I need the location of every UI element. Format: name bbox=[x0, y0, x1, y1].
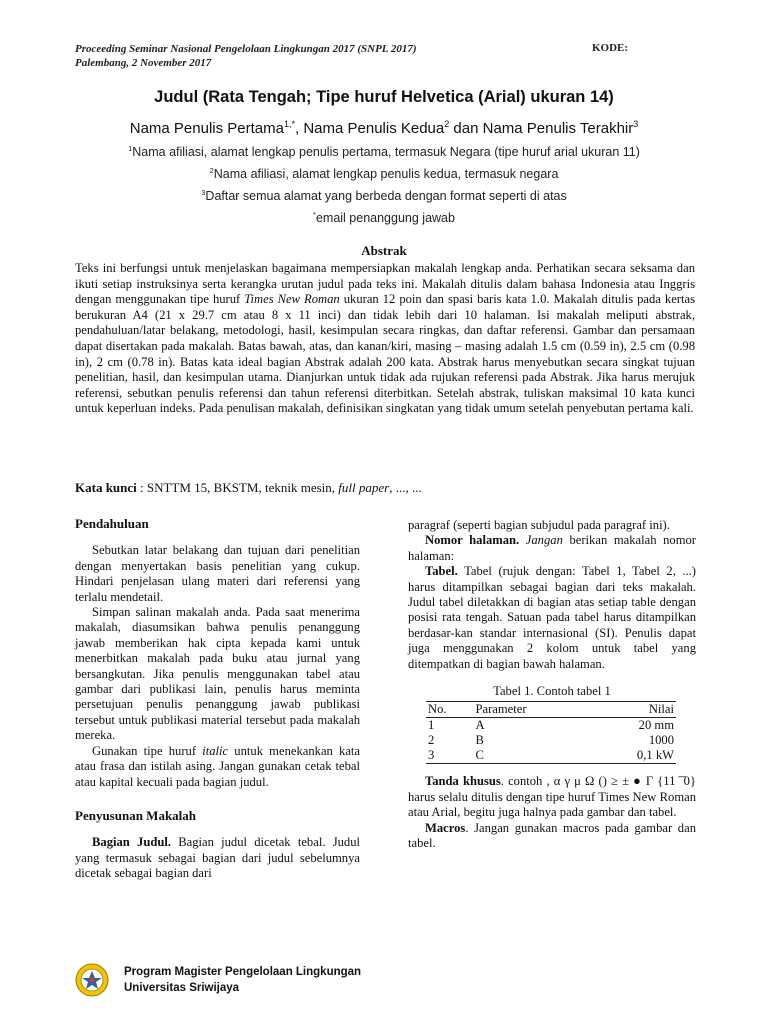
author-2: , Nama Penulis Kedua bbox=[294, 120, 445, 137]
paper-title: Judul (Rata Tengah; Tipe huruf Helvetica (Arial) ukuran 14) bbox=[154, 88, 614, 106]
affiliation-3-text: Daftar semua alamat yang berbeda dengan format seperti di atas bbox=[205, 189, 567, 203]
abstract-text-2: ukuran 12 poin dan spasi baris kata 1.0. Makalah ditulis pada kertas berukuran A4 (21 x 29.7 cm atau 8 x 11 inci) dan tidak lebih dari 10 halaman. Isi makalah meliputi abstrak, pendahuluan/latar belakang, metodologi, hasil, kesimpulan secara ringkas, dan daftar referensi. Gambar dan persamaan dapat disertakan pada makalah. Batas bawah, atas, dan kanan/kiri, masing – masing adalah 1.5 cm (0.59 in), 2.5 cm (0.98 in), 2 cm (0.78 in). Batas kata ideal bagian Abstrak adalah 200 kata. Abstrak harus menyebutkan secara singkat tujuan penelitian, hasil, dan kesimpulan utama. Dianjurkan untuk tidak ada rujukan referensi pada Abstrak. Jika harus merujuk referensi, sebutkan penulis referensi dan tahun referensi diterbitkan. Setelah abstrak, tuliskan maksimal 10 kata kunci untuk keperluan indeks. Pada penulisan makalah, definisikan singkatan yang tidak umum setelah penyebutan pertama kali. bbox=[75, 292, 695, 416]
university-logo-icon bbox=[75, 963, 109, 997]
email-sup: * bbox=[313, 209, 316, 219]
author-line bbox=[0, 120, 768, 137]
paragraph bbox=[408, 774, 696, 820]
abstract-italic: Times New Roman bbox=[244, 292, 340, 307]
italic-word: italic bbox=[202, 743, 229, 758]
paragraph bbox=[75, 835, 360, 881]
abstract-body bbox=[75, 261, 695, 417]
affiliation-1-text: Nama afiliasi, alamat lengkap penulis pertama, termasuk Negara (tipe huruf arial ukuran 11) bbox=[132, 145, 640, 159]
footer-program: Program Magister Pengelolaan Lingkungan bbox=[124, 966, 362, 978]
paragraph-text: berikan makalah nomor halaman: bbox=[408, 533, 696, 563]
proceeding-date: Palembang, 2 November 2017 bbox=[75, 57, 212, 69]
run-in-heading: Bagian Judul. bbox=[92, 835, 171, 850]
affiliation-2-text: Nama afiliasi, alamat lengkap penulis kedua, termasuk negara bbox=[213, 167, 559, 181]
proceeding-title: Proceeding Seminar Nasional Pengelolaan Lingkungan 2017 (SNPL 2017) bbox=[75, 43, 417, 55]
section-heading-penyusunan: Penyusunan Makalah bbox=[75, 807, 197, 823]
kode-label: KODE: bbox=[592, 42, 629, 54]
table-cell: 2 bbox=[428, 733, 435, 748]
email-line bbox=[0, 211, 768, 225]
table-cell: 20 mm bbox=[638, 718, 674, 733]
page-footer bbox=[75, 958, 395, 998]
affiliation-1-sup: 1 bbox=[128, 143, 133, 153]
paragraph: Simpan salinan makalah anda. Pada saat menerima makalah, diasumsikan bahwa penulis penanggung jawab memberikan hak cipta kepada kami untuk menerbitkan makalah pada buku atau jurnal yang bersangkutan. Jika penulis menggunakan tabel atau gambar dari publikasi lain, penulis harus meminta persetujuan penulis penanggung jawab publikasi tersebut untuk publikasi material tersebut pada makalah mereka. bbox=[75, 605, 360, 743]
affiliation-3-sup: 3 bbox=[201, 187, 206, 197]
paragraph bbox=[408, 533, 696, 564]
keywords-label: Kata kunci bbox=[75, 480, 137, 495]
table-cell: 1000 bbox=[648, 733, 674, 748]
author-1-sup: 1,* bbox=[283, 119, 295, 129]
table-cell: 1 bbox=[428, 718, 435, 733]
keywords bbox=[75, 480, 422, 496]
section-heading-pendahuluan: Pendahuluan bbox=[75, 516, 149, 531]
run-in-heading: Tanda khusus bbox=[425, 774, 501, 789]
table-row bbox=[426, 718, 676, 734]
run-in-heading: Tabel. bbox=[425, 564, 458, 579]
footer-text bbox=[124, 964, 361, 996]
paragraph-text: Gunakan tipe huruf bbox=[92, 743, 203, 758]
affiliation-1 bbox=[0, 145, 768, 159]
run-in-heading: Nomor halaman. bbox=[425, 533, 520, 548]
table-cell: 0,1 kW bbox=[589, 748, 676, 764]
table-row bbox=[426, 733, 676, 748]
paragraph bbox=[408, 564, 696, 672]
table-header: No. bbox=[426, 702, 473, 718]
paragraph-text: untuk menekankan kata atau frasa dan istilah asing. Jangan gunakan cetak tebal atau kapital kecuali pada bagian judul. bbox=[75, 743, 360, 789]
paragraph: Sebutkan latar belakang dan tujuan dari penelitian dengan menyertakan basis penelitian yang cukup. Hindari penjelasan ulang materi dari referensi yang terlalu mendetail. bbox=[75, 543, 360, 604]
author-3: dan Nama Penulis Terakhir bbox=[449, 120, 634, 137]
right-column bbox=[408, 518, 696, 852]
table-cell: C bbox=[473, 748, 589, 764]
italic-word: Jangan bbox=[519, 533, 563, 548]
table-header: Nilai bbox=[589, 702, 676, 718]
table-cell: A bbox=[475, 718, 485, 733]
keywords-tail: , ..., ... bbox=[389, 480, 422, 495]
paragraph-text: . contoh , α γ μ Ω () ≥ ± ● Γ {11 ͞ 0} harus selalu ditulis dengan tipe huruf Times New Roman atau Arial, begitu juga halnya pada gambar dan tabel. bbox=[408, 774, 696, 820]
table-cell: B bbox=[475, 733, 484, 748]
left-column bbox=[75, 516, 360, 882]
affiliation-2 bbox=[0, 167, 768, 181]
paragraph-text: Tabel (rujuk dengan: Tabel 1, Tabel 2, ...) harus ditampilkan sebagai bagian dari teks makalah. Judul tabel diletakkan di bagian atas setiap table dengan posisi rata tengah. Satuan pada tabel harus ditampilkan berdasar-kan standar internasional (SI). Penulis dapat juga menggunakan 2 kolom untuk tabel yang ditempatkan di bagian bawah halaman. bbox=[408, 564, 696, 671]
keywords-text: : SNTTM 15, BKSTM, teknik mesin, bbox=[136, 480, 339, 495]
paragraph bbox=[75, 744, 360, 790]
proceeding-header bbox=[75, 42, 417, 70]
table-row bbox=[426, 748, 676, 764]
author-1: Nama Penulis Pertama bbox=[129, 120, 284, 137]
table-caption: Tabel 1. Contoh tabel 1 bbox=[493, 684, 611, 699]
paragraph: paragraf (seperti bagian subjudul pada paragraf ini). bbox=[408, 518, 670, 532]
abstract-heading: Abstrak bbox=[361, 243, 407, 258]
run-in-heading: Macros bbox=[425, 820, 466, 835]
keywords-italic: full paper bbox=[338, 480, 390, 495]
table-cell: 3 bbox=[426, 748, 473, 764]
paragraph-text: Bagian judul dicetak tebal. Judul yang termasuk sebagai bagian dari judul sebelumnya dicetak sebagai bagian dari bbox=[75, 835, 360, 881]
paragraph bbox=[408, 821, 696, 852]
author-2-sup: 2 bbox=[444, 119, 450, 129]
affiliation-2-sup: 2 bbox=[209, 165, 214, 175]
example-table bbox=[426, 701, 676, 764]
abstract-text-1: Teks ini berfungsi untuk menjelaskan bagaimana mempersiapkan makalah lengkap anda. Perhatikan secara seksama dan ikuti setiap instruksinya serta kerangka urutan judul pada teks ini. Makalah ditulis dalam bahasa Indonesia atau Inggris dengan menggunakan tipe huruf bbox=[75, 261, 695, 307]
paragraph-text: . Jangan gunakan macros pada gambar dan tabel. bbox=[408, 820, 696, 851]
footer-university: Universitas Sriwijaya bbox=[124, 982, 240, 994]
author-3-sup: 3 bbox=[633, 119, 639, 129]
affiliation-3 bbox=[0, 189, 768, 203]
email-text: email penanggung jawab bbox=[315, 211, 455, 225]
table-header: Parameter bbox=[473, 702, 589, 718]
table-header-row bbox=[426, 702, 676, 718]
